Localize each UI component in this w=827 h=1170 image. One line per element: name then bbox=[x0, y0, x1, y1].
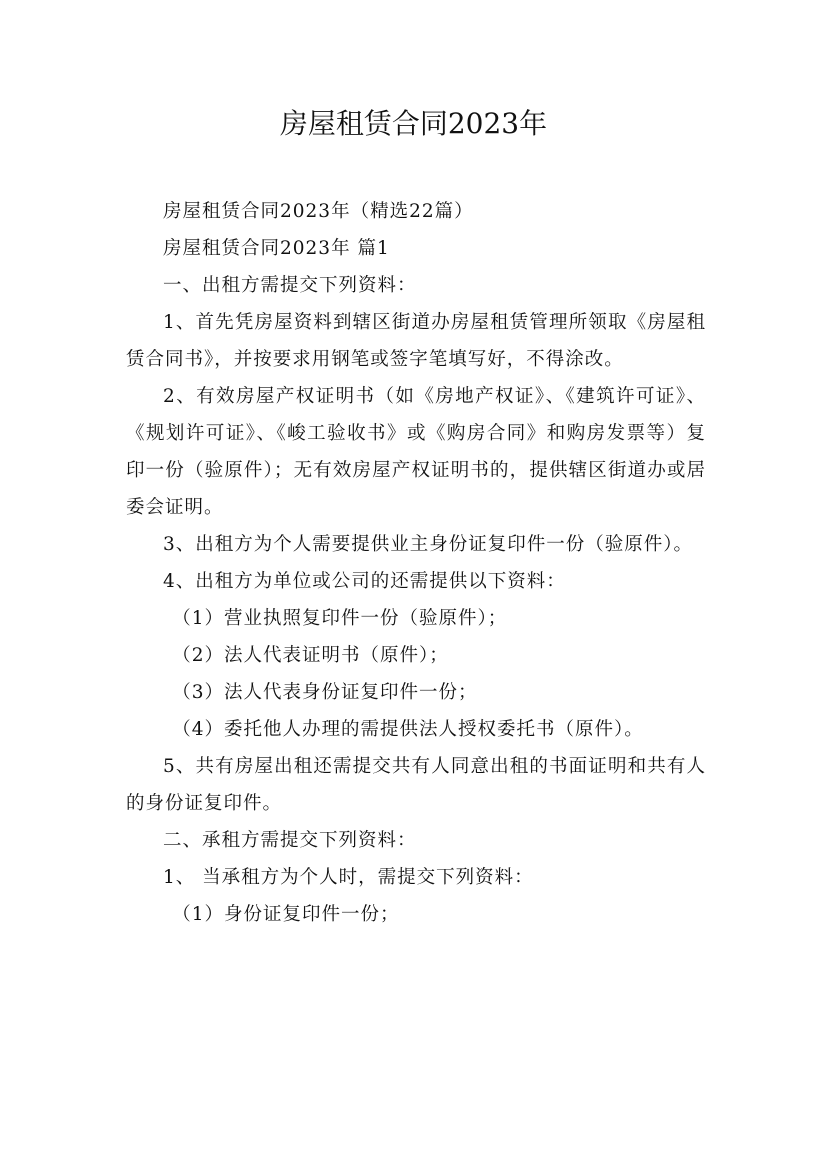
paragraph-item-1: 1、首先凭房屋资料到辖区街道办房屋租赁管理所领取《房屋租赁合同书》，并按要求用钢笔或签字笔填写好，不得涂改。 bbox=[126, 312, 706, 370]
paragraph-subitem-1: （1）营业执照复印件一份（验原件）； bbox=[172, 608, 508, 629]
paragraph-lessee-heading: 二、承租方需提交下列资料： bbox=[163, 830, 417, 851]
paragraph-subtitle: 房屋租赁合同2023年（精选22篇） bbox=[163, 201, 474, 222]
paragraph-lessor-heading: 一、出租方需提交下列资料： bbox=[163, 275, 417, 296]
paragraph-item-4: 4、出租方为单位或公司的还需提供以下资料： bbox=[163, 571, 566, 592]
paragraph-item-2: 2、有效房屋产权证明书（如《房地产权证》、《建筑许可证》、《规划许可证》、《峻工验收书》或《购房合同》和购房发票等）复印一份（验原件）；无有效房屋产权证明书的，提供辖区街道办或居委会证明。 bbox=[126, 386, 706, 518]
paragraph-item-3: 3、出租方为个人需要提供业主身份证复印件一份（验原件）。 bbox=[163, 534, 694, 555]
paragraph-subitem-4: （4）委托他人办理的需提供法人授权委托书（原件）。 bbox=[172, 719, 644, 740]
document-body bbox=[126, 193, 706, 933]
document-title: 房屋租赁合同2023年 bbox=[279, 107, 548, 140]
paragraph-lessee-subitem-1: （1）身份证复印件一份； bbox=[172, 904, 400, 925]
paragraph-item-5: 5、共有房屋出租还需提交共有人同意出租的书面证明和共有人的身份证复印件。 bbox=[126, 756, 706, 814]
paragraph-subitem-2: （2）法人代表证明书（原件）； bbox=[172, 645, 449, 666]
paragraph-subitem-3: （3）法人代表身份证复印件一份； bbox=[172, 682, 478, 703]
paragraph-lessee-item-1: 1、 当承租方为个人时，需提交下列资料： bbox=[163, 867, 534, 888]
paragraph-section-heading: 房屋租赁合同2023年 篇1 bbox=[163, 238, 390, 259]
